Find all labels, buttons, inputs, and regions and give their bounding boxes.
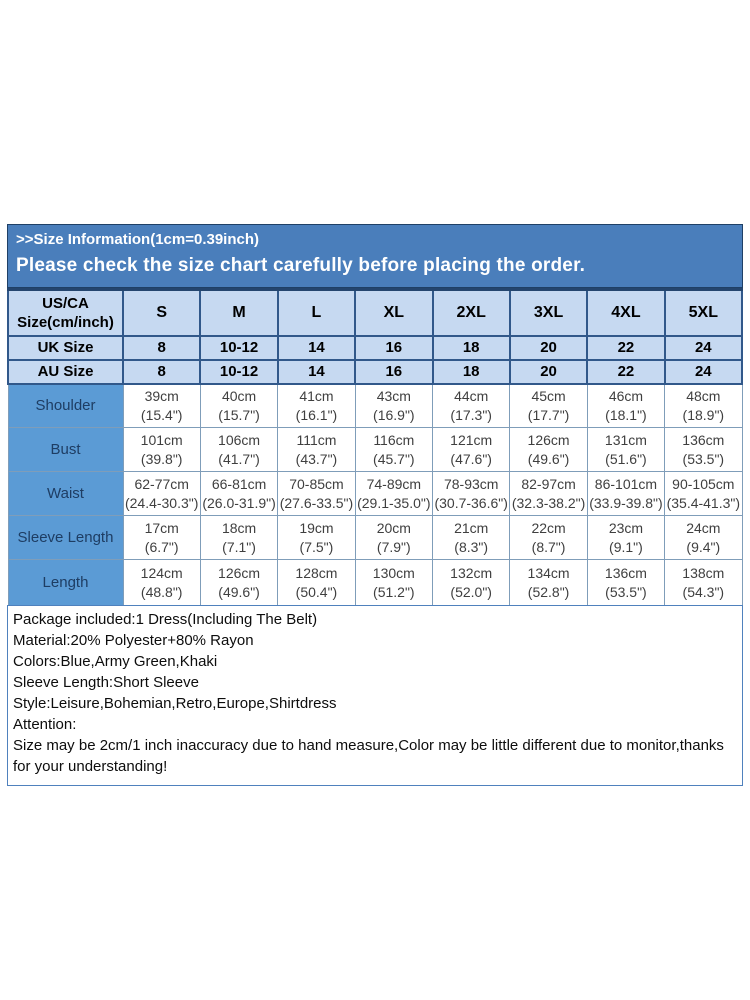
cm-value: 22cm bbox=[531, 519, 566, 536]
measurement-cell bbox=[123, 560, 200, 606]
inch-value: (52.0") bbox=[450, 583, 492, 600]
measurement-cell bbox=[665, 428, 742, 472]
inch-value: (16.1") bbox=[295, 406, 338, 423]
cm-value: 21cm bbox=[454, 519, 489, 536]
inch-value: (7.5") bbox=[299, 538, 334, 555]
inch-value: (43.7") bbox=[295, 450, 338, 467]
corner-line-1: US/CA bbox=[42, 294, 89, 312]
row-label: Waist bbox=[8, 472, 123, 516]
cm-value: 39cm bbox=[144, 387, 179, 404]
measurement-cell bbox=[123, 428, 200, 472]
uk-size-cell: 18 bbox=[433, 336, 510, 360]
size-col-header: 4XL bbox=[587, 290, 664, 336]
size-col-header: XL bbox=[355, 290, 432, 336]
inch-value: (51.2") bbox=[373, 583, 415, 600]
measurement-cell bbox=[433, 472, 510, 516]
measurement-cell bbox=[355, 384, 432, 428]
uk-size-cell: 8 bbox=[123, 336, 200, 360]
cm-value: 86-101cm bbox=[594, 475, 658, 492]
inch-value: (8.3") bbox=[454, 538, 489, 555]
inch-value: (45.7") bbox=[373, 450, 415, 467]
size-col-header: L bbox=[278, 290, 355, 336]
measurement-cell bbox=[355, 516, 432, 560]
cm-value: 19cm bbox=[299, 519, 334, 536]
uk-size-cell: 22 bbox=[587, 336, 664, 360]
measurement-cell bbox=[278, 516, 355, 560]
cm-value: 62-77cm bbox=[134, 475, 189, 492]
measurement-cell bbox=[200, 384, 277, 428]
cm-value: 138cm bbox=[682, 564, 725, 581]
cm-value: 111cm bbox=[296, 431, 337, 448]
cm-value: 126cm bbox=[218, 564, 261, 581]
inch-value: (53.5") bbox=[682, 450, 725, 467]
measurement-cell bbox=[587, 428, 664, 472]
measurement-cell bbox=[665, 384, 742, 428]
detail-line-style: Style:Leisure,Bohemian,Retro,Europe,Shirtdress bbox=[13, 695, 337, 712]
measurement-cell bbox=[433, 516, 510, 560]
cm-value: 46cm bbox=[608, 387, 644, 404]
inch-value: (47.6") bbox=[450, 450, 492, 467]
au-size-cell: 22 bbox=[587, 360, 664, 384]
size-col-header: S bbox=[123, 290, 200, 336]
measurement-cell bbox=[587, 472, 664, 516]
size-table bbox=[7, 288, 743, 606]
banner-title: >>Size Information(1cm=0.39inch) bbox=[16, 231, 259, 248]
cm-value: 78-93cm bbox=[443, 475, 499, 492]
cm-value: 18cm bbox=[221, 519, 257, 536]
product-details-box bbox=[7, 605, 743, 786]
table-row-au bbox=[8, 360, 742, 384]
inch-value: (48.8") bbox=[140, 583, 183, 600]
cm-value: 20cm bbox=[376, 519, 411, 536]
inch-value: (17.3") bbox=[450, 406, 492, 423]
table-row-bust bbox=[8, 428, 742, 472]
size-col-header: 5XL bbox=[665, 290, 742, 336]
cm-value: 48cm bbox=[686, 387, 721, 404]
uk-size-cell: 16 bbox=[355, 336, 432, 360]
size-info-sheet bbox=[7, 224, 743, 786]
cm-value: 106cm bbox=[218, 431, 261, 448]
uk-size-cell: 14 bbox=[278, 336, 355, 360]
measurement-cell bbox=[355, 472, 432, 516]
cm-value: 136cm bbox=[682, 431, 725, 448]
cm-value: 130cm bbox=[372, 564, 415, 581]
detail-line-attention: Attention: bbox=[13, 716, 77, 733]
measurement-cell bbox=[123, 472, 200, 516]
measurement-cell bbox=[665, 560, 742, 606]
uk-size-cell: 10-12 bbox=[200, 336, 277, 360]
table-row-sizes bbox=[8, 290, 742, 336]
measurement-cell bbox=[278, 472, 355, 516]
inch-value: (16.9") bbox=[373, 406, 415, 423]
inch-value: (50.4") bbox=[295, 583, 338, 600]
row-label: Sleeve Length bbox=[8, 516, 123, 560]
inch-value: (18.1") bbox=[605, 406, 647, 423]
size-col-header: 2XL bbox=[433, 290, 510, 336]
cm-value: 43cm bbox=[376, 387, 411, 404]
inch-value: (8.7") bbox=[531, 538, 566, 555]
inch-value: (35.4-41.3") bbox=[666, 494, 741, 511]
cm-value: 132cm bbox=[450, 564, 493, 581]
inch-value: (52.8") bbox=[527, 583, 570, 600]
row-label: Length bbox=[8, 560, 123, 606]
inch-value: (7.1") bbox=[222, 538, 256, 555]
cm-value: 17cm bbox=[144, 519, 179, 536]
cm-value: 128cm bbox=[295, 564, 338, 581]
cm-value: 116cm bbox=[373, 431, 415, 448]
measurement-cell bbox=[200, 560, 277, 606]
inch-value: (49.6") bbox=[527, 450, 570, 467]
cm-value: 82-97cm bbox=[521, 475, 576, 492]
inch-value: (54.3") bbox=[682, 583, 725, 600]
cm-value: 121cm bbox=[450, 431, 493, 448]
inch-value: (15.7") bbox=[218, 406, 260, 423]
table-row-sleeve-length bbox=[8, 516, 742, 560]
au-size-cell: 8 bbox=[123, 360, 200, 384]
cm-value: 23cm bbox=[608, 519, 644, 536]
measurement-cell bbox=[510, 428, 587, 472]
corner-line-2: Size(cm/inch) bbox=[17, 313, 114, 331]
au-size-cell: 24 bbox=[665, 360, 742, 384]
measurement-cell bbox=[587, 560, 664, 606]
measurement-cell bbox=[200, 472, 277, 516]
cm-value: 131cm bbox=[604, 431, 647, 448]
inch-value: (17.7") bbox=[527, 406, 570, 423]
uk-size-cell: 24 bbox=[665, 336, 742, 360]
inch-value: (32.3-38.2") bbox=[511, 494, 586, 511]
detail-line-disclaimer: Size may be 2cm/1 inch inaccuracy due to hand measure,Color may be little different due to monitor,thanks for your understanding! bbox=[13, 737, 724, 775]
cm-value: 24cm bbox=[686, 519, 721, 536]
inch-value: (51.6") bbox=[605, 450, 647, 467]
measurement-cell bbox=[587, 384, 664, 428]
banner-subtitle: Please check the size chart carefully before placing the order. bbox=[16, 255, 586, 276]
inch-value: (27.6-33.5") bbox=[279, 494, 354, 511]
inch-value: (33.9-39.8") bbox=[589, 494, 663, 511]
cm-value: 90-105cm bbox=[672, 475, 735, 492]
detail-line-material: Material:20% Polyester+80% Rayon bbox=[13, 632, 254, 649]
inch-value: (26.0-31.9") bbox=[202, 494, 276, 511]
measurement-cell bbox=[278, 384, 355, 428]
cm-value: 74-89cm bbox=[366, 475, 422, 492]
inch-value: (53.5") bbox=[605, 583, 647, 600]
measurement-cell bbox=[665, 472, 742, 516]
cm-value: 44cm bbox=[454, 387, 489, 404]
cm-value: 40cm bbox=[221, 387, 257, 404]
corner-cell bbox=[8, 290, 123, 336]
au-size-cell: 16 bbox=[355, 360, 432, 384]
table-row-length bbox=[8, 560, 742, 606]
table-row-uk bbox=[8, 336, 742, 360]
cm-value: 101cm bbox=[140, 431, 183, 448]
cm-value: 66-81cm bbox=[211, 475, 267, 492]
au-size-label: AU Size bbox=[8, 360, 123, 384]
table-row-shoulder bbox=[8, 384, 742, 428]
cm-value: 45cm bbox=[531, 387, 566, 404]
inch-value: (9.4") bbox=[686, 538, 721, 555]
inch-value: (15.4") bbox=[140, 406, 183, 423]
detail-line-colors: Colors:Blue,Army Green,Khaki bbox=[13, 653, 218, 670]
measurement-cell bbox=[355, 428, 432, 472]
measurement-cell bbox=[433, 428, 510, 472]
inch-value: (7.9") bbox=[376, 538, 411, 555]
size-col-header: 3XL bbox=[510, 290, 587, 336]
inch-value: (24.4-30.3") bbox=[124, 494, 199, 511]
banner bbox=[7, 224, 743, 288]
table-row-waist bbox=[8, 472, 742, 516]
measurement-cell bbox=[510, 472, 587, 516]
au-size-cell: 10-12 bbox=[200, 360, 277, 384]
measurement-cell bbox=[278, 560, 355, 606]
measurement-cell bbox=[510, 516, 587, 560]
measurement-cell bbox=[200, 428, 277, 472]
cm-value: 126cm bbox=[527, 431, 570, 448]
inch-value: (41.7") bbox=[218, 450, 260, 467]
measurement-cell bbox=[200, 516, 277, 560]
cm-value: 136cm bbox=[604, 564, 647, 581]
measurement-cell bbox=[355, 560, 432, 606]
row-label: Shoulder bbox=[8, 384, 123, 428]
cm-value: 41cm bbox=[299, 387, 334, 404]
measurement-cell bbox=[510, 560, 587, 606]
measurement-cell bbox=[587, 516, 664, 560]
cm-value: 70-85cm bbox=[289, 475, 344, 492]
measurement-cell bbox=[665, 516, 742, 560]
measurement-cell bbox=[433, 560, 510, 606]
cm-value: 124cm bbox=[140, 564, 183, 581]
row-label: Bust bbox=[8, 428, 123, 472]
cm-value: 134cm bbox=[527, 564, 570, 581]
measurement-cell bbox=[123, 384, 200, 428]
uk-size-label: UK Size bbox=[8, 336, 123, 360]
inch-value: (9.1") bbox=[609, 538, 643, 555]
inch-value: (30.7-36.6") bbox=[434, 494, 508, 511]
size-col-header: M bbox=[200, 290, 277, 336]
measurement-cell bbox=[433, 384, 510, 428]
inch-value: (29.1-35.0") bbox=[357, 494, 431, 511]
inch-value: (6.7") bbox=[144, 538, 179, 555]
au-size-cell: 14 bbox=[278, 360, 355, 384]
inch-value: (49.6") bbox=[218, 583, 260, 600]
measurement-cell bbox=[123, 516, 200, 560]
inch-value: (39.8") bbox=[140, 450, 183, 467]
au-size-cell: 18 bbox=[433, 360, 510, 384]
measurement-cell bbox=[510, 384, 587, 428]
inch-value: (18.9") bbox=[682, 406, 725, 423]
uk-size-cell: 20 bbox=[510, 336, 587, 360]
detail-line-sleeve: Sleeve Length:Short Sleeve bbox=[13, 674, 199, 691]
detail-line-package: Package included:1 Dress(Including The Belt) bbox=[13, 611, 318, 628]
measurement-cell bbox=[278, 428, 355, 472]
au-size-cell: 20 bbox=[510, 360, 587, 384]
